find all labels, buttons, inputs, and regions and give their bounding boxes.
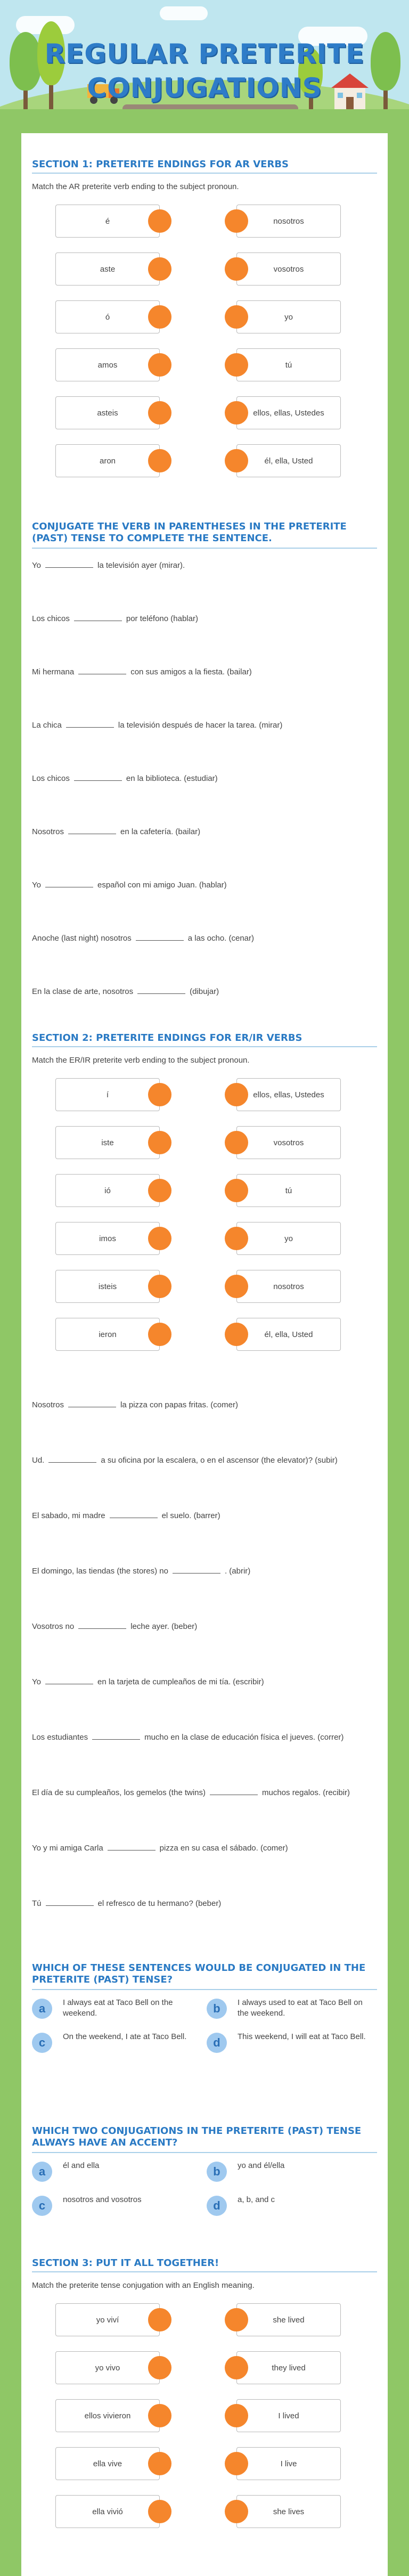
section2-left-item[interactable]: imos: [55, 1222, 160, 1255]
sentence-after: en la biblioteca. (estudiar): [126, 774, 218, 783]
mc1-option-badge[interactable]: a: [32, 1999, 52, 2019]
section2-left-item[interactable]: isteis: [55, 1270, 160, 1303]
section2-left-item[interactable]: iste: [55, 1126, 160, 1159]
sentence-row: [32, 1621, 377, 1632]
section3-left-connector[interactable]: [148, 2452, 171, 2475]
cloud-decoration: [160, 6, 208, 20]
section3-right-connector[interactable]: [225, 2500, 248, 2523]
section2-left-connector[interactable]: [148, 1323, 171, 1346]
mc2-option-text[interactable]: él and ella: [63, 2161, 100, 2170]
mc2-option-badge[interactable]: d: [207, 2196, 227, 2216]
sentence-row: [32, 1455, 377, 1466]
section1-left-connector[interactable]: [148, 257, 171, 281]
section3-instruction: Match the preterite tense conjugation with an English meaning.: [32, 2281, 255, 2290]
answer-blank[interactable]: [110, 1511, 158, 1518]
answer-blank[interactable]: [210, 1788, 258, 1795]
sentence-before: La chica: [32, 721, 62, 730]
answer-blank[interactable]: [68, 827, 116, 834]
section1-left-connector[interactable]: [148, 305, 171, 329]
sentence-row: [32, 1898, 377, 1909]
sentence-before: Anoche (last night) nosotros: [32, 934, 132, 943]
sentence-after: la televisión ayer (mirar).: [97, 561, 185, 570]
section2-left-item[interactable]: ió: [55, 1174, 160, 1207]
mc1-option-badge[interactable]: b: [207, 1999, 227, 2019]
section2-right-connector[interactable]: [225, 1083, 248, 1106]
sentence-before: Los chicos: [32, 774, 70, 783]
page-title-line1: REGULAR PRETERITE: [44, 38, 365, 69]
section2-left-item[interactable]: í: [55, 1078, 160, 1111]
answer-blank[interactable]: [46, 1898, 94, 1906]
sentence-row: [32, 773, 377, 784]
section3-left-item[interactable]: ellos vivieron: [55, 2399, 160, 2432]
answer-blank[interactable]: [92, 1732, 140, 1740]
section3-left-item[interactable]: yo vivo: [55, 2351, 160, 2384]
section1-right-item[interactable]: yo: [236, 300, 341, 333]
sentence-after: (dibujar): [190, 987, 219, 996]
section1-instruction: Match the AR preterite verb ending to the subject pronoun.: [32, 182, 239, 191]
sentence-after: el suelo. (barrer): [161, 1511, 220, 1520]
sentence-row: [32, 614, 377, 624]
mc1-option-badge[interactable]: c: [32, 2033, 52, 2053]
answer-blank[interactable]: [78, 667, 126, 674]
mc2-option-text[interactable]: a, b, and c: [238, 2195, 275, 2204]
sentence-after: . (abrir): [224, 1567, 251, 1576]
section3-left-item[interactable]: yo viví: [55, 2303, 160, 2336]
sentence-before: En la clase de arte, nosotros: [32, 987, 134, 996]
section1-left-item[interactable]: aste: [55, 252, 160, 286]
section2-left-item[interactable]: ieron: [55, 1318, 160, 1351]
section3-left-connector[interactable]: [148, 2500, 171, 2523]
section1-right-item[interactable]: él, ella, Usted: [236, 444, 341, 477]
section3-left-connector[interactable]: [148, 2356, 171, 2379]
section1-right-connector[interactable]: [225, 401, 248, 425]
sentence-before: Yo: [32, 561, 41, 570]
section1-right-connector[interactable]: [225, 209, 248, 233]
section3-right-connector[interactable]: [225, 2404, 248, 2427]
section3-left-connector[interactable]: [148, 2308, 171, 2332]
section2-right-connector[interactable]: [225, 1323, 248, 1346]
sentence-after: muchos regalos. (recibir): [262, 1788, 350, 1797]
section2-right-item[interactable]: yo: [236, 1222, 341, 1255]
sentence-after: a las ocho. (cenar): [187, 934, 255, 943]
sentence-before: Nosotros: [32, 827, 64, 836]
sentence-row: [32, 720, 377, 731]
sentence-after: pizza en su casa el sábado. (comer): [159, 1844, 288, 1853]
sentence-after: español con mi amigo Juan. (hablar): [97, 881, 227, 890]
section2-right-connector[interactable]: [225, 1179, 248, 1202]
sentence-before: El día de su cumpleaños, los gemelos (the twins): [32, 1788, 206, 1797]
answer-blank[interactable]: [45, 880, 93, 887]
section3-title: SECTION 3: PUT IT ALL TOGETHER!: [32, 2257, 219, 2269]
conjugate-section-title: CONJUGATE THE VERB IN PARENTHESES IN THE PRETERITE (PAST) TENSE TO COMPLETE THE SENTENCE.: [32, 521, 347, 544]
mc2-option-badge[interactable]: a: [32, 2162, 52, 2182]
section1-left-item[interactable]: aron: [55, 444, 160, 477]
sentence-before: Yo: [32, 1677, 41, 1686]
section1-left-connector[interactable]: [148, 401, 171, 425]
sentence-row: [32, 933, 377, 944]
sentence-row: [32, 1732, 377, 1743]
sentence-after: con sus amigos a la fiesta. (bailar): [130, 667, 252, 676]
section2-right-connector[interactable]: [225, 1227, 248, 1250]
section2-left-connector[interactable]: [148, 1083, 171, 1106]
sentence-after: la televisión después de hacer la tarea. (mirar): [118, 721, 283, 730]
answer-blank[interactable]: [74, 773, 122, 781]
section2-left-connector[interactable]: [148, 1179, 171, 1202]
sentence-row: [32, 1566, 377, 1577]
sentence-before: Vosotros no: [32, 1622, 75, 1631]
section1-right-connector[interactable]: [225, 257, 248, 281]
sentence-before: Nosotros: [32, 1400, 64, 1409]
section2-right-item[interactable]: nosotros: [236, 1270, 341, 1303]
section1-title: SECTION 1: PRETERITE ENDINGS FOR AR VERBS: [32, 159, 289, 170]
answer-blank[interactable]: [45, 1677, 93, 1684]
section2-right-connector[interactable]: [225, 1131, 248, 1154]
sentence-before: Ud.: [32, 1456, 45, 1465]
answer-blank[interactable]: [108, 1843, 156, 1851]
sentence-before: Los estudiantes: [32, 1733, 88, 1742]
sentence-before: Tú: [32, 1899, 42, 1908]
answer-blank[interactable]: [66, 720, 114, 728]
section3-right-connector[interactable]: [225, 2452, 248, 2475]
sentence-after: leche ayer. (beber): [130, 1622, 198, 1631]
worksheet-card: [21, 133, 388, 2576]
answer-blank[interactable]: [173, 1566, 220, 1574]
section3-right-item[interactable]: they lived: [236, 2351, 341, 2384]
sentence-row: [32, 1843, 377, 1854]
section1-right-connector[interactable]: [225, 305, 248, 329]
section1-right-connector[interactable]: [225, 353, 248, 377]
sentence-before: Yo y mi amiga Carla: [32, 1844, 103, 1853]
sentence-after: mucho en la clase de educación física el jueves. (correr): [144, 1733, 344, 1742]
sentence-row: [32, 987, 377, 997]
sentence-after: por teléfono (hablar): [126, 614, 198, 623]
section2-right-item[interactable]: vosotros: [236, 1126, 341, 1159]
section1-left-item[interactable]: amos: [55, 348, 160, 381]
section1-left-item[interactable]: ó: [55, 300, 160, 333]
section3-right-item[interactable]: I live: [236, 2447, 341, 2480]
section1-left-connector[interactable]: [148, 209, 171, 233]
section2-left-connector[interactable]: [148, 1275, 171, 1298]
section3-right-connector[interactable]: [225, 2356, 248, 2379]
section2-title: SECTION 2: PRETERITE ENDINGS FOR ER/IR VERBS: [32, 1032, 302, 1044]
section3-right-item[interactable]: she lives: [236, 2495, 341, 2528]
answer-blank[interactable]: [136, 933, 184, 941]
section2-right-connector[interactable]: [225, 1275, 248, 1298]
sentence-row: [32, 1677, 377, 1688]
answer-blank[interactable]: [74, 614, 122, 621]
answer-blank[interactable]: [45, 560, 93, 568]
section1-left-item[interactable]: asteis: [55, 396, 160, 429]
section3-left-item[interactable]: ella vivió: [55, 2495, 160, 2528]
section2-left-connector[interactable]: [148, 1227, 171, 1250]
section1-left-item[interactable]: é: [55, 205, 160, 238]
sentence-before: El sabado, mi madre: [32, 1511, 105, 1520]
sentence-before: El domingo, las tiendas (the stores) no: [32, 1567, 168, 1576]
page-title-line2: CONJUGATIONS: [87, 72, 322, 103]
sentence-row: [32, 667, 377, 678]
mc2-option-badge[interactable]: b: [207, 2162, 227, 2182]
mc2-question: WHICH TWO CONJUGATIONS IN THE PRETERITE (PAST) TENSE ALWAYS HAVE AN ACCENT?: [32, 2125, 362, 2148]
section1-right-item[interactable]: tú: [236, 348, 341, 381]
mc1-option-badge[interactable]: d: [207, 2033, 227, 2053]
section1-right-connector[interactable]: [225, 449, 248, 472]
answer-blank[interactable]: [48, 1455, 96, 1463]
sentence-before: Los chicos: [32, 614, 70, 623]
sentence-after: la pizza con papas fritas. (comer): [120, 1400, 238, 1409]
sentence-after: el refresco de tu hermano? (beber): [97, 1899, 222, 1908]
section3-right-connector[interactable]: [225, 2308, 248, 2332]
section1-right-item[interactable]: vosotros: [236, 252, 341, 286]
sentence-after: en la tarjeta de cumpleaños de mi tía. (escribir): [97, 1677, 264, 1686]
sentence-row: [32, 1788, 377, 1798]
mc1-option-text[interactable]: On the weekend, I ate at Taco Bell.: [63, 2032, 187, 2041]
answer-blank[interactable]: [137, 987, 185, 994]
section1-left-connector[interactable]: [148, 353, 171, 377]
sentence-after: a su oficina por la escalera, o en el ascensor (the elevator)? (subir): [101, 1456, 338, 1465]
section2-left-connector[interactable]: [148, 1131, 171, 1154]
section2-right-item[interactable]: él, ella, Usted: [236, 1318, 341, 1351]
mc1-option-text[interactable]: I always eat at Taco Bell on the weekend.: [63, 1998, 173, 2018]
section1-right-item[interactable]: nosotros: [236, 205, 341, 238]
mc1-option-text[interactable]: This weekend, I will eat at Taco Bell.: [238, 2032, 366, 2041]
sentence-after: en la cafetería. (bailar): [120, 827, 201, 836]
sentence-row: [32, 880, 377, 891]
section2-right-item[interactable]: tú: [236, 1174, 341, 1207]
mc2-option-badge[interactable]: c: [32, 2196, 52, 2216]
section2-instruction: Match the ER/IR preterite verb ending to the subject pronoun.: [32, 1056, 250, 1065]
mc1-option-text[interactable]: I always used to eat at Taco Bell on the weekend.: [238, 1998, 363, 2018]
sentence-before: Yo: [32, 881, 41, 890]
section3-right-item[interactable]: I lived: [236, 2399, 341, 2432]
sentence-row: [32, 560, 377, 571]
section1-right-item[interactable]: ellos, ellas, Ustedes: [236, 396, 341, 429]
sentence-before: Mi hermana: [32, 667, 75, 676]
mc2-option-text[interactable]: nosotros and vosotros: [63, 2195, 142, 2204]
section3-left-connector[interactable]: [148, 2404, 171, 2427]
sentence-row: [32, 827, 377, 837]
section1-left-connector[interactable]: [148, 449, 171, 472]
answer-blank[interactable]: [78, 1621, 126, 1629]
mc1-question: WHICH OF THESE SENTENCES WOULD BE CONJUGATED IN THE PRETERITE (PAST) TENSE?: [32, 1962, 366, 1985]
header-banner: [0, 0, 409, 131]
section2-right-item[interactable]: ellos, ellas, Ustedes: [236, 1078, 341, 1111]
sentence-row: [32, 1400, 377, 1411]
answer-blank[interactable]: [68, 1400, 116, 1407]
mc2-option-text[interactable]: yo and él/ella: [238, 2161, 285, 2170]
section3-right-item[interactable]: she lived: [236, 2303, 341, 2336]
section3-left-item[interactable]: ella vive: [55, 2447, 160, 2480]
sentence-row: [32, 1511, 377, 1521]
